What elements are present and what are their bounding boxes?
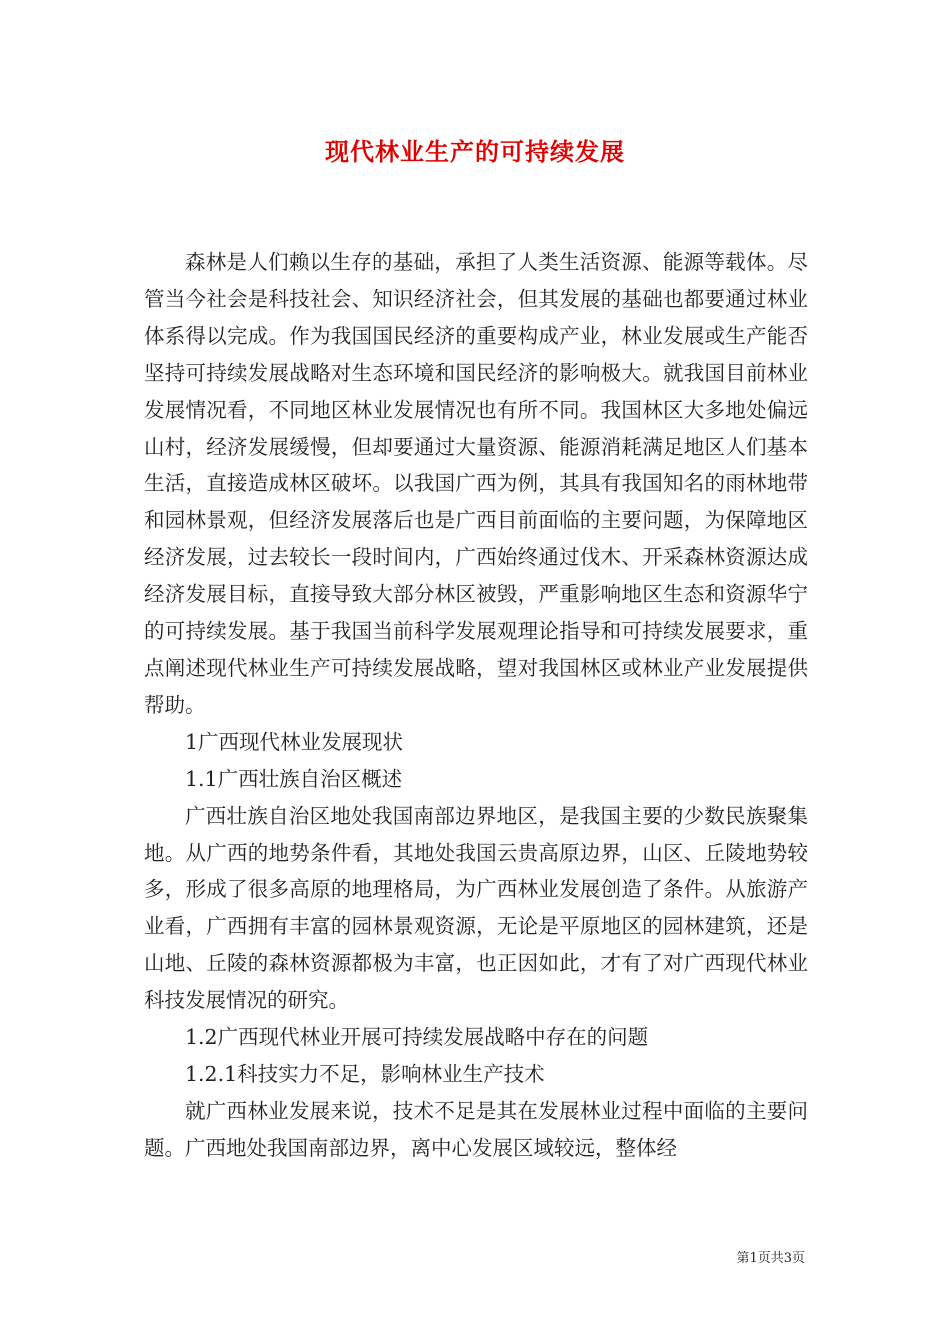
section-heading-1: 1广西现代林业发展现状 — [185, 729, 404, 754]
document-body — [144, 244, 808, 1167]
section-heading-1-2: 1.2广西现代林业开展可持续发展战略中存在的问题 — [185, 1025, 649, 1050]
intro-paragraph: 森林是人们赖以生存的基础，承担了人类生活资源、能源等载体。尽管当今社会是科技社会、知识经济社会，但其发展的基础也都要通过林业体系得以完成。作为我国国民经济的重要构成产业，林业发展或生产能否坚持可持续发展战略对生态环境和国民经济的影响极大。就我国目前林业发展情况看，不同地区林业发展情况也有所不同。我国林区大多地处偏远山村，经济发展缓慢，但却要通过大量资源、能源消耗满足地区人们基本生活，直接造成林区破坏。以我国广西为例，其具有我国知名的雨林地带和园林景观，但经济发展落后也是广西目前面临的主要问题，为保障地区经济发展，过去较长一段时间内，广西始终通过伐木、开采森林资源达成经济发展目标，直接导致大部分林区被毁，严重影响地区生态和资源华宁的可持续发展。基于我国当前科学发展观理论指导和可持续发展要求，重点阐述现代林业生产可持续发展战略，望对我国林区或林业产业发展提供帮助。 — [144, 250, 808, 717]
section-1-1-paragraph: 广西壮族自治区地处我国南部边界地区，是我国主要的少数民族聚集地。从广西的地势条件看，其地处我国云贵高原边界，山区、丘陵地势较多，形成了很多高原的地理格局，为广西林业发展创造了条件。从旅游产业看，广西拥有丰富的园林景观资源，无论是平原地区的园林建筑，还是山地、丘陵的森林资源都极为丰富，也正因如此，才有了对广西现代林业科技发展情况的研究。 — [144, 803, 808, 1013]
page-title: 现代林业生产的可持续发展 — [325, 137, 625, 166]
section-heading-1-1: 1.1广西壮族自治区概述 — [185, 766, 403, 791]
section-1-2-1-paragraph: 就广西林业发展来说，技术不足是其在发展林业过程中面临的主要问题。广西地处我国南部边界，离中心发展区域较远，整体经 — [144, 1098, 808, 1160]
section-heading-1-2-1: 1.2.1科技实力不足，影响林业生产技术 — [185, 1061, 545, 1086]
page-number: 第1页共3页 — [736, 1251, 805, 1266]
